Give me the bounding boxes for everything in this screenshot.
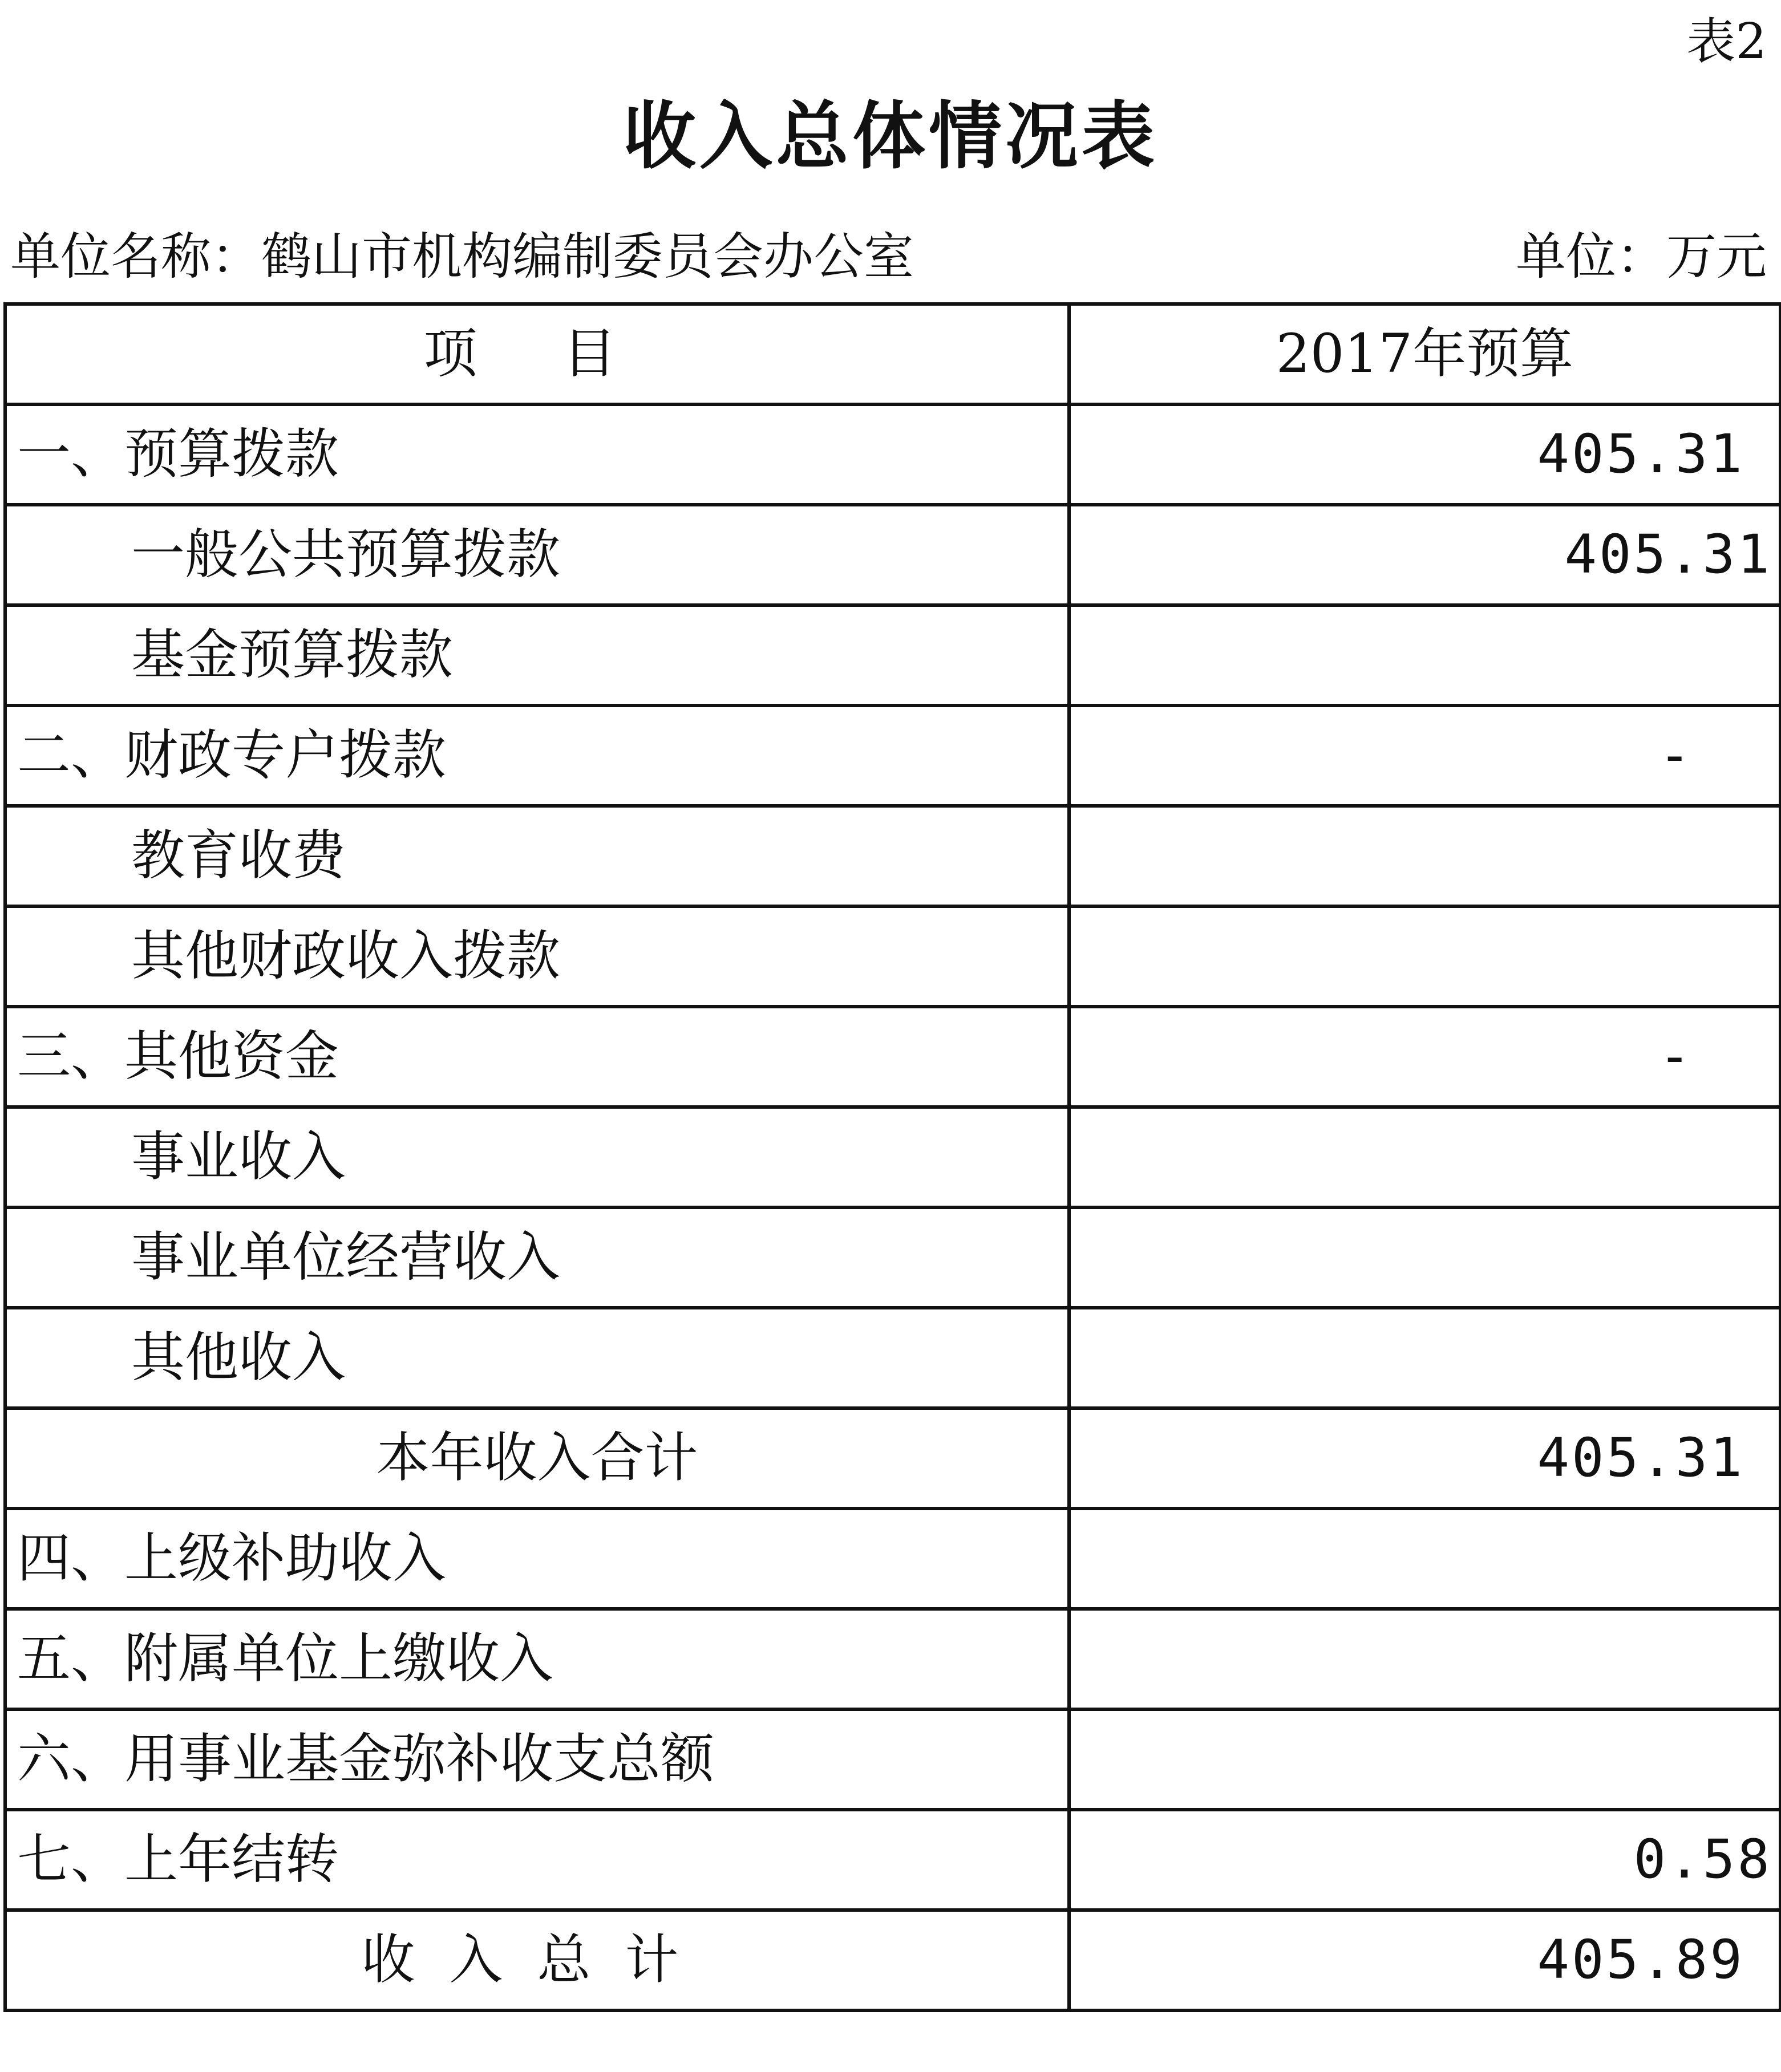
table-row: [5, 705, 1780, 806]
table-number: 表2: [1686, 13, 1767, 70]
row-value: -: [1069, 705, 1780, 806]
table-row: [5, 806, 1780, 906]
table-row: [5, 1509, 1780, 1609]
row-label: 一、预算拨款: [5, 404, 1069, 505]
row-value: [1069, 806, 1780, 906]
table-row: [5, 1207, 1780, 1308]
row-label: 一般公共预算拨款: [5, 505, 1069, 605]
row-label: 四、上级补助收入: [5, 1509, 1069, 1609]
row-label: 事业单位经营收入: [5, 1207, 1069, 1308]
row-label: 教育收费: [5, 806, 1069, 906]
row-value: [1069, 1308, 1780, 1408]
meta-row: [10, 220, 1767, 294]
subtotal-label: 本年收入合计: [5, 1408, 1069, 1509]
row-value: [1069, 1107, 1780, 1207]
row-value: [1069, 605, 1780, 705]
table-row: [5, 1609, 1780, 1709]
row-value: [1069, 906, 1780, 1007]
row-value: 0.58: [1069, 1810, 1780, 1910]
page-title: 收入总体情况表: [622, 94, 1158, 179]
unit-label: 单位：万元: [1515, 227, 1767, 286]
income-table: [3, 302, 1781, 2012]
grand-total-value: 405.89: [1069, 1910, 1780, 2010]
row-label: 二、财政专户拨款: [5, 705, 1069, 806]
table-row: [5, 404, 1780, 505]
table-row: [5, 1308, 1780, 1408]
row-label: 五、附属单位上缴收入: [5, 1609, 1069, 1709]
grand-total-label: 收入总计: [5, 1910, 1069, 2010]
row-label: 六、用事业基金弥补收支总额: [5, 1709, 1069, 1810]
table-row: [5, 505, 1780, 605]
row-value: -: [1069, 1007, 1780, 1107]
subtotal-row: [5, 1408, 1780, 1509]
column-header-item: 项 目: [5, 304, 1069, 404]
row-value: [1069, 1709, 1780, 1810]
table-header-row: [5, 304, 1780, 404]
row-value: 405.31: [1069, 505, 1780, 605]
unit-name-label: 单位名称：鹤山市机构编制委员会办公室: [10, 227, 914, 286]
row-value: [1069, 1609, 1780, 1709]
table-row: [5, 1810, 1780, 1910]
row-label: 基金预算拨款: [5, 605, 1069, 705]
grand-total-row: [5, 1910, 1780, 2010]
row-label: 其他财政收入拨款: [5, 906, 1069, 1007]
table-row: [5, 906, 1780, 1007]
row-value: 405.31: [1069, 404, 1780, 505]
table-row: [5, 1007, 1780, 1107]
row-value: [1069, 1207, 1780, 1308]
column-header-budget: 2017年预算: [1069, 304, 1780, 404]
row-label: 其他收入: [5, 1308, 1069, 1408]
row-label: 七、上年结转: [5, 1810, 1069, 1910]
row-label: 三、其他资金: [5, 1007, 1069, 1107]
table-row: [5, 1107, 1780, 1207]
row-label: 事业收入: [5, 1107, 1069, 1207]
row-value: [1069, 1509, 1780, 1609]
subtotal-value: 405.31: [1069, 1408, 1780, 1509]
table-row: [5, 605, 1780, 705]
table-row: [5, 1709, 1780, 1810]
